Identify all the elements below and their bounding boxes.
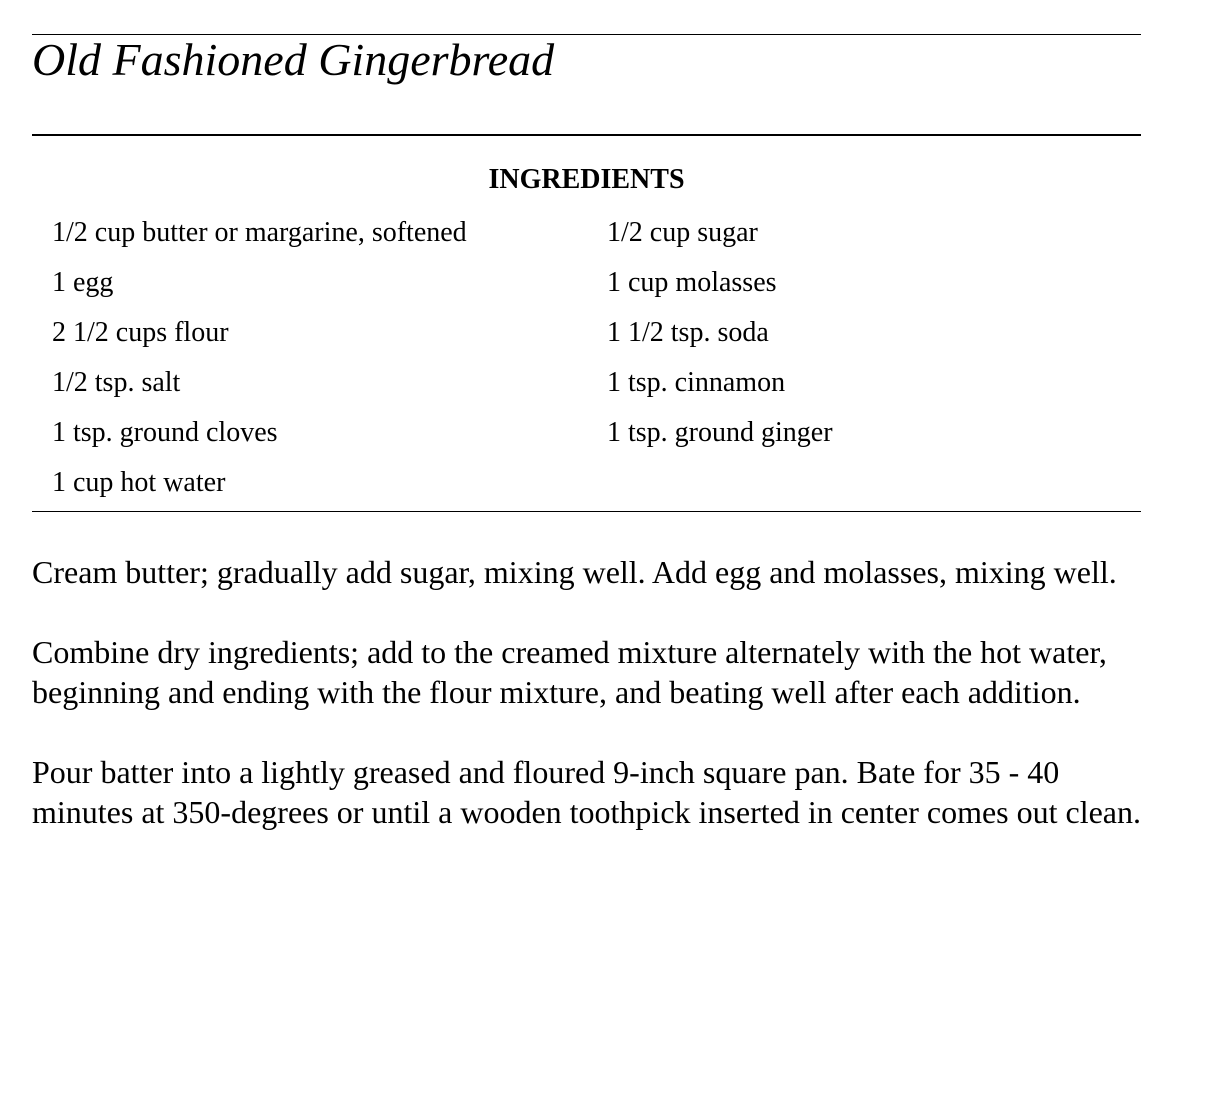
ingredient-item: 1/2 tsp. salt (52, 367, 181, 398)
direction-step: Pour batter into a lightly greased and floured 9-inch square pan. Bate for 35 - 40 minutes at 350-degrees or until a wooden toothpick inserted in center comes out clean. (32, 754, 1141, 830)
title-divider (32, 134, 1141, 136)
ingredients-list (32, 208, 1141, 508)
recipe-page (32, 34, 1141, 872)
recipe-title: Old Fashioned Gingerbread (32, 34, 555, 85)
ingredient-item: 1 1/2 tsp. soda (607, 317, 769, 348)
direction-step: Combine dry ingredients; add to the creamed mixture alternately with the hot water, beginning and ending with the flour mixture, and beating well after each addition. (32, 634, 1107, 710)
ingredient-item: 1/2 cup sugar (607, 217, 758, 248)
ingredient-item: 1 cup hot water (52, 467, 226, 498)
ingredient-item: 1 cup molasses (607, 267, 777, 298)
ingredient-item: 1 egg (52, 267, 114, 298)
direction-step: Cream butter; gradually add sugar, mixing well. Add egg and molasses, mixing well. (32, 554, 1117, 590)
ingredient-empty-cell (588, 458, 1141, 508)
directions (32, 552, 1141, 832)
ingredient-item: 1 tsp. ground cloves (52, 417, 278, 448)
ingredient-item: 1 tsp. ground ginger (607, 417, 833, 448)
ingredient-item: 1 tsp. cinnamon (607, 367, 786, 398)
ingredient-item: 2 1/2 cups flour (52, 317, 229, 348)
ingredient-item: 1/2 cup butter or margarine, softened (52, 217, 467, 248)
ingredients-divider (32, 511, 1141, 512)
ingredients-heading: INGREDIENTS (488, 164, 685, 195)
